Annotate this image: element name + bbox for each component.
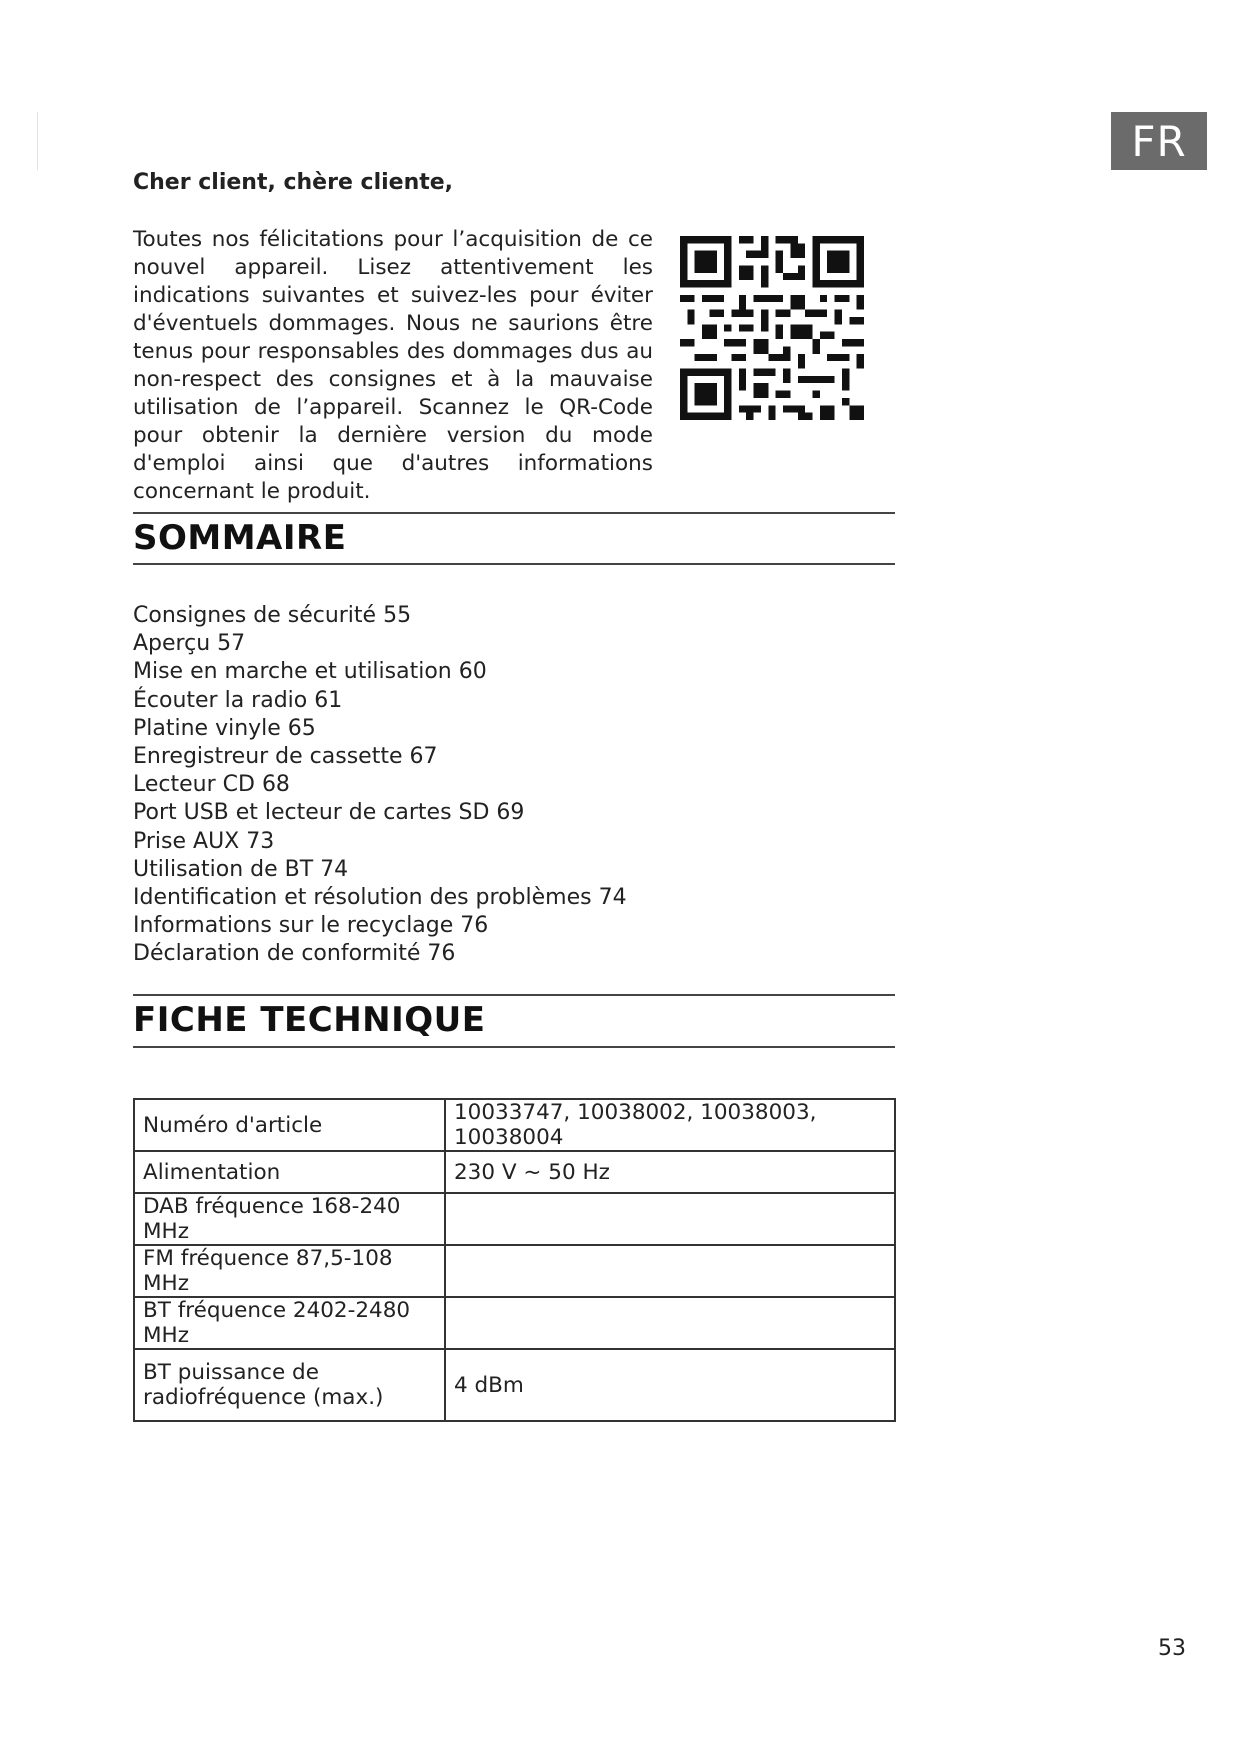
toc-item[interactable]: Informations sur le recyclage 76 <box>133 913 489 939</box>
spec-label: Alimentation <box>134 1151 445 1193</box>
toc-item[interactable]: Mise en marche et utilisation 60 <box>133 659 487 685</box>
table-row <box>134 1193 895 1245</box>
table-row <box>134 1245 895 1297</box>
spec-value: 230 V ~ 50 Hz <box>445 1151 895 1193</box>
toc-item[interactable]: Utilisation de BT 74 <box>133 856 349 882</box>
toc-item[interactable]: Platine vinyle 65 <box>133 715 316 741</box>
table-row <box>134 1099 895 1151</box>
page-edge-line <box>37 112 38 170</box>
toc-item[interactable]: Enregistreur de cassette 67 <box>133 744 438 770</box>
toc-item[interactable]: Port USB et lecteur de cartes SD 69 <box>133 800 525 826</box>
toc-item[interactable]: Consignes de sécurité 55 <box>133 603 412 628</box>
greeting: Cher client, chère cliente, <box>133 170 454 195</box>
spec-label: FM fréquence 87,5-108 MHz <box>134 1245 445 1297</box>
table-row <box>134 1297 895 1349</box>
specs-title: FICHE TECHNIQUE <box>133 1000 486 1040</box>
specs-bottom-rule <box>133 1046 895 1048</box>
spec-label: DAB fréquence 168-240 MHz <box>134 1193 445 1245</box>
spec-label: Numéro d'article <box>134 1099 445 1151</box>
toc-item[interactable]: Écouter la radio 61 <box>133 687 343 713</box>
spec-value <box>445 1193 895 1245</box>
summary-title: SOMMAIRE <box>133 518 347 558</box>
toc-item[interactable]: Aperçu 57 <box>133 631 246 657</box>
spec-value: 4 dBm <box>445 1349 895 1421</box>
spec-table <box>133 1098 896 1422</box>
spec-value <box>445 1297 895 1349</box>
specs-top-rule <box>133 994 895 996</box>
intro-paragraph: Toutes nos félicitations pour l’acquisition de ce nouvel appareil. Lisez attentivement les indications suivantes et suivez-les pour éviter d'éventuels dommages. Nous ne saurions être tenus pour responsables des dommages dus au non-respect des consignes et à la mauvaise utilisation de l’appareil. Scannez le QR-Code pour obtenir la dernière version du mode d'emploi ainsi que d'autres informations concernant le produit. <box>133 227 653 504</box>
table-row <box>134 1151 895 1193</box>
summary-bottom-rule <box>133 563 895 565</box>
table-of-contents <box>133 602 627 969</box>
language-tab: FR <box>1111 112 1207 170</box>
table-row <box>134 1349 895 1421</box>
spec-label: BT fréquence 2402-2480 MHz <box>134 1297 445 1349</box>
spec-value <box>445 1245 895 1297</box>
qr-code-icon <box>680 236 864 420</box>
toc-item[interactable]: Prise AUX 73 <box>133 828 275 854</box>
toc-item[interactable]: Lecteur CD 68 <box>133 772 290 798</box>
toc-item[interactable]: Déclaration de conformité 76 <box>133 941 456 967</box>
spec-value: 10033747, 10038002, 10038003, 10038004 <box>445 1099 895 1151</box>
summary-top-rule <box>133 512 895 514</box>
spec-label: BT puissance de radiofréquence (max.) <box>134 1349 445 1421</box>
page-number: 53 <box>1158 1636 1186 1661</box>
toc-item[interactable]: Identification et résolution des problèmes 74 <box>133 885 627 911</box>
